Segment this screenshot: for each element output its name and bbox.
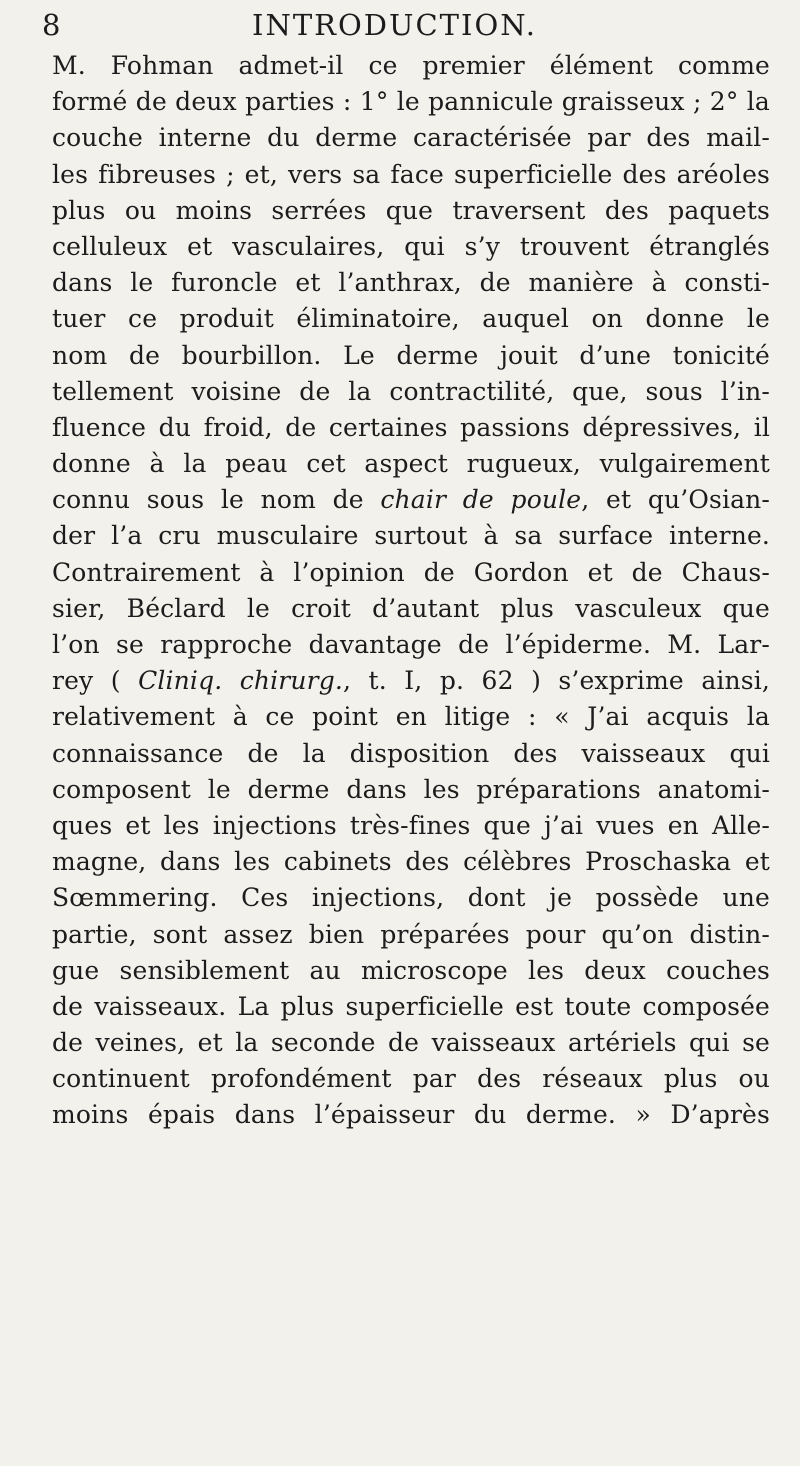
text-line-7: dans le furoncle et l’anthrax, de manière à consti-	[52, 268, 770, 298]
body-text	[52, 48, 770, 1134]
running-head	[0, 8, 800, 42]
text-line-28: de veines, et la seconde de vaisseaux artériels qui se	[52, 1028, 770, 1058]
italic-phrase: Cliniq. chirurg.	[138, 666, 344, 696]
text-line-20: connaissance de la disposition des vaisseaux qui	[52, 738, 770, 768]
text-line-6: celluleux et vasculaires, qui s’y trouvent étranglés	[52, 231, 770, 261]
text-line-17: l’on se rapproche davantage de l’épiderme. M. Lar-	[52, 630, 770, 659]
text-line-22: ques et les injections très-fines que j’ai vues en Alle-	[52, 810, 770, 840]
text-line-11: fluence du froid, de certaines passions dépressives, il	[52, 412, 770, 442]
text-line-21: composent le derme dans les préparations anatomi-	[52, 774, 770, 804]
text-line-23: magne, dans les cabinets des célèbres Proschaska et	[52, 847, 770, 877]
text-line-13: connu sous le nom de chair de poule, et qu’Osian-	[52, 485, 770, 515]
text-line-10: tellement voisine de la contractilité, que, sous l’in-	[52, 376, 770, 406]
text-line-5: plus ou moins serrées que traversent des paquets	[52, 195, 770, 225]
text-line-18: rey ( Cliniq. chirurg., t. I, p. 62 ) s’exprime ainsi,	[52, 666, 770, 696]
running-title: INTRODUCTION.	[252, 8, 537, 42]
text-line-26: gue sensiblement au microscope les deux couches	[52, 955, 770, 985]
text-line-25: partie, sont assez bien préparées pour qu’on distin-	[52, 919, 770, 949]
text-line-14: der l’a cru musculaire surtout à sa surface interne.	[52, 521, 770, 551]
text-line-27: de vaisseaux. La plus superficielle est toute composée	[52, 991, 770, 1021]
text-line-12: donne à la peau cet aspect rugueux, vulgairement	[52, 449, 770, 479]
text-line-2: formé de deux parties : 1° le pannicule graisseux ; 2° la	[52, 87, 770, 117]
text-line-30: moins épais dans l’épaisseur du derme. » D’après	[52, 1100, 770, 1130]
text-line-1: M. Fohman admet-il ce premier élément comme	[52, 51, 770, 80]
text-line-3: couche interne du derme caractérisée par des mail-	[52, 123, 770, 153]
text-line-24: Sœmmering. Ces injections, dont je possède une	[52, 883, 770, 913]
text-line-29: continuent profondément par des réseaux plus ou	[52, 1064, 770, 1094]
text-line-8: tuer ce produit éliminatoire, auquel on donne le	[52, 304, 770, 334]
text-line-4: les fibreuses ; et, vers sa face superficielle des aréoles	[52, 159, 770, 189]
text-line-15: Contrairement à l’opinion de Gordon et de Chaus-	[52, 557, 770, 587]
text-line-16: sier, Béclard le croit d’autant plus vasculeux que	[52, 593, 770, 623]
page-number: 8	[42, 8, 61, 42]
text-line-9: nom de bourbillon. Le derme jouit d’une tonicité	[52, 340, 770, 370]
text-line-19: relativement à ce point en litige : « J’ai acquis la	[52, 702, 770, 732]
italic-phrase: chair de poule	[380, 485, 582, 515]
